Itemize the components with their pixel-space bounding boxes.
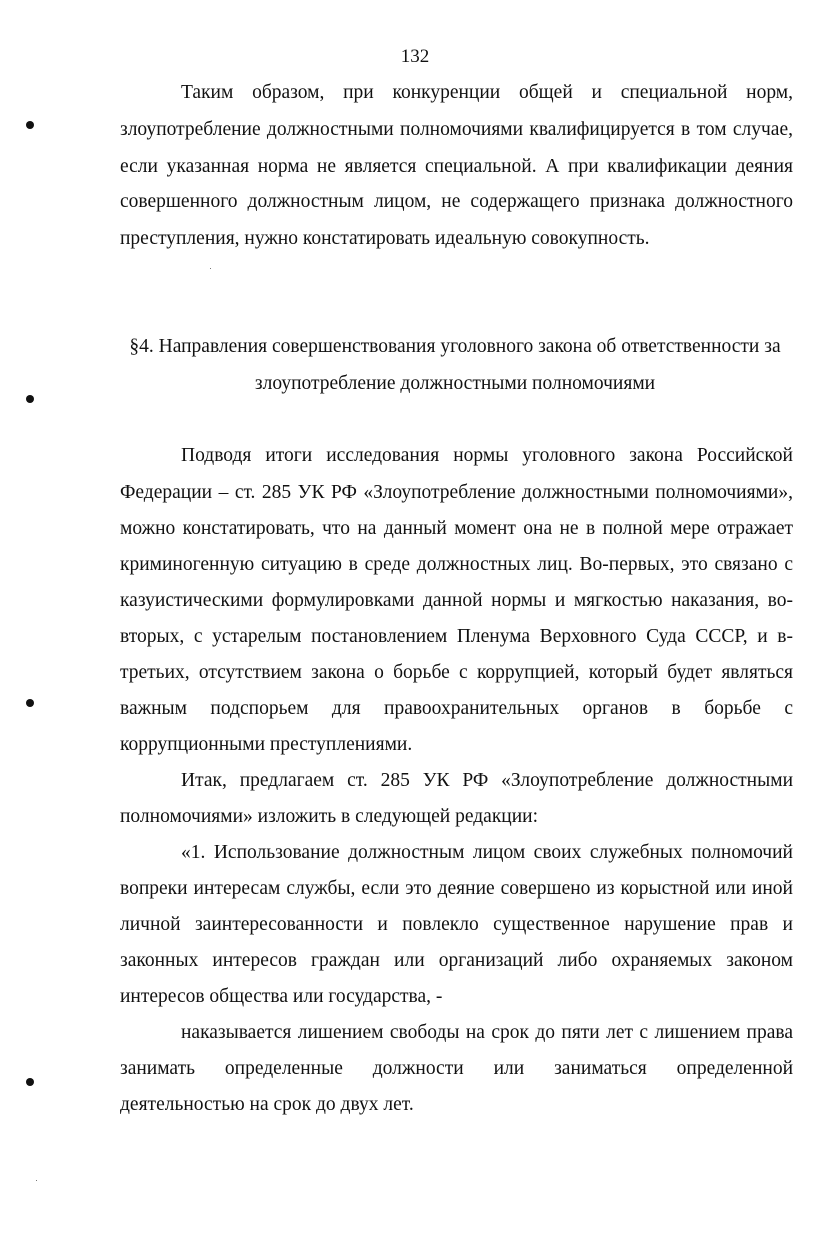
paragraph-2-line-3: можно констатировать, что на данный момент она не в полной мере отражает [120, 518, 793, 539]
paragraph-2-line-9: коррупционными преступлениями. [120, 734, 413, 755]
paragraph-3-line-1: Итак, предлагаем ст. 285 УК РФ «Злоупотребление должностными [181, 770, 793, 791]
paragraph-4-line-4: законных интересов граждан или организаций либо охраняемых законом [120, 950, 793, 971]
paragraph-4-line-3: личной заинтересованности и повлекло существенное нарушение прав и [120, 914, 793, 935]
paragraph-5-line-1: наказывается лишением свободы на срок до пяти лет с лишением права [181, 1022, 793, 1043]
paragraph-2-line-8: важным подспорьем для правоохранительных органов в борьбе с [120, 698, 793, 719]
paragraph-1-line-5: преступления, нужно констатировать идеальную совокупность. [120, 228, 650, 249]
paragraph-2-line-1: Подводя итоги исследования нормы уголовного закона Российской [181, 445, 793, 466]
paragraph-5-line-3: деятельностью на срок до двух лет. [120, 1094, 414, 1115]
paragraph-2-line-4: криминогенную ситуацию в среде должностных лиц. Во-первых, это связано с [120, 554, 793, 575]
section-heading-line-1: §4. Направления совершенствования уголовного закона об ответственности за [129, 336, 781, 357]
paragraph-1-line-1: Таким образом, при конкуренции общей и специальной норм, [181, 82, 793, 103]
binding-hole-mark [26, 395, 34, 403]
paragraph-4-line-2: вопреки интересам службы, если это деяние совершено из корыстной или иной [120, 878, 793, 899]
paragraph-4-line-5: интересов общества или государства, - [120, 986, 443, 1007]
section-heading-line-2: злоупотребление должностными полномочиями [254, 373, 656, 394]
binding-hole-mark [26, 121, 34, 129]
binding-hole-mark [26, 1078, 34, 1086]
page-number: 132 [400, 46, 430, 67]
paragraph-4-line-1: «1. Использование должностным лицом своих служебных полномочий [181, 842, 793, 863]
paragraph-2-line-5: казуистическими формулировками данной нормы и мягкостью наказания, во- [120, 590, 793, 611]
paragraph-5-line-2: занимать определенные должности или заниматься определенной [120, 1058, 793, 1079]
paragraph-2-line-2: Федерации – ст. 285 УК РФ «Злоупотребление должностными полномочиями», [120, 482, 793, 503]
paragraph-3-line-2: полномочиями» изложить в следующей редакции: [120, 806, 539, 827]
paragraph-2-line-7: третьих, отсутствием закона о борьбе с коррупцией, который будет являться [120, 662, 793, 683]
scan-speck [210, 268, 211, 269]
scan-speck [36, 1180, 37, 1181]
paragraph-1-line-2: злоупотребление должностными полномочиями квалифицируется в том случае, [120, 119, 793, 140]
paragraph-1-line-3: если указанная норма не является специальной. А при квалификации деяния [120, 156, 793, 177]
paragraph-2-line-6: вторых, с устарелым постановлением Пленума Верховного Суда СССР, и в- [120, 626, 793, 647]
binding-hole-mark [26, 699, 34, 707]
paragraph-1-line-4: совершенного должностным лицом, не содержащего признака должностного [120, 191, 793, 212]
